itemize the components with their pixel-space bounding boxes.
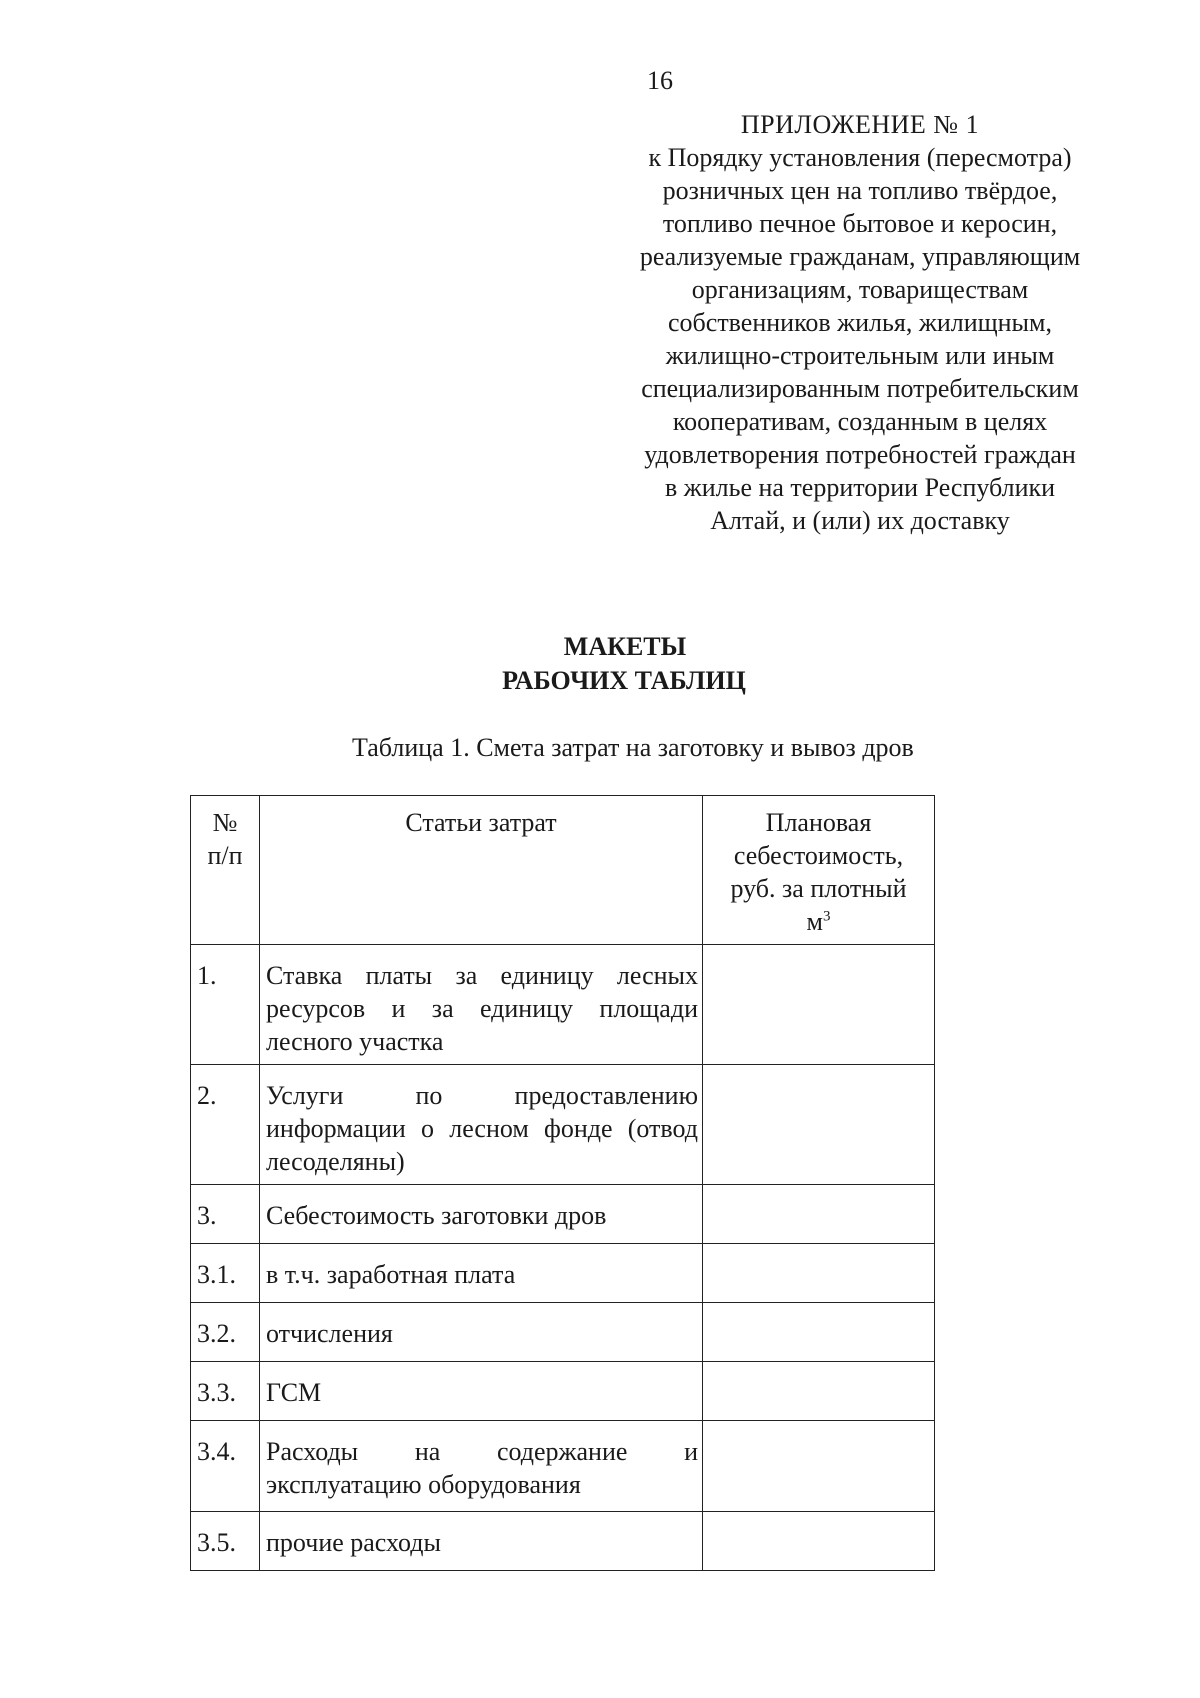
appendix-line: розничных цен на топливо твёрдое, [662,176,1058,205]
row-item: отчисления [260,1303,703,1362]
appendix-line: удовлетворения потребностей граждан [644,440,1076,469]
table-row [191,1512,935,1571]
header-number-symbol: № [212,808,238,837]
header-cost-unit [709,905,928,938]
header-cost-line: руб. за плотный [730,874,907,903]
row-cost [703,1512,935,1571]
row-item: Услуги по предоставлению информации о лесном фонде (отвод лесоделяны) [260,1065,703,1185]
appendix-title: ПРИЛОЖЕНИЕ № 1 [740,110,980,139]
header-cost-items: Статьи затрат [260,796,703,945]
appendix-line: к Порядку установления (пересмотра) [648,143,1072,172]
table-caption: Таблица 1. Смета затрат на заготовку и вывоз дров [352,733,914,762]
header-number-abbr: п/п [207,841,243,870]
table-row [191,1303,935,1362]
heading-line-2: РАБОЧИХ ТАБЛИЦ [502,666,746,695]
row-item: в т.ч. заработная плата [260,1244,703,1303]
cost-estimate-table [190,795,935,1571]
row-number: 3.5. [191,1512,260,1571]
table-row [191,1421,935,1512]
row-cost [703,1065,935,1185]
appendix-line: кооперативам, созданным в целях [672,407,1048,436]
row-cost [703,1244,935,1303]
table-row [191,1244,935,1303]
table-row [191,1362,935,1421]
appendix-line: топливо печное бытовое и керосин, [662,209,1058,238]
row-cost [703,1185,935,1244]
row-cost [703,1362,935,1421]
row-number: 2. [191,1065,260,1185]
appendix-line: Алтай, и (или) их доставку [710,506,1010,535]
appendix-line: жилищно-строительным или иным [665,341,1055,370]
row-number: 3.2. [191,1303,260,1362]
table-row [191,1185,935,1244]
header-number [191,796,260,945]
appendix-line: собственников жилья, жилищным, [668,308,1052,337]
row-number: 3.1. [191,1244,260,1303]
row-number: 1. [191,945,260,1065]
row-item: Расходы на содержание и эксплуатацию оборудования [260,1421,703,1512]
row-number: 3.4. [191,1421,260,1512]
document-heading [0,630,1200,698]
table-row [191,945,935,1065]
appendix-line: реализуемые гражданам, управляющим [639,242,1081,271]
table-row [191,1065,935,1185]
row-item: Ставка платы за единицу лесных ресурсов и за единицу площади лесного участка [260,945,703,1065]
appendix-line: специализированным потребительским [641,374,1079,403]
table-header-row [191,796,935,945]
header-cost-line: себестоимость, [733,841,904,870]
page-number: 16 [647,66,673,95]
row-number: 3.3. [191,1362,260,1421]
header-cost-line: Плановая [765,808,872,837]
appendix-line: организациям, товариществам [691,275,1029,304]
row-cost [703,945,935,1065]
header-planned-cost [703,796,935,945]
heading-line-1: МАКЕТЫ [563,632,687,661]
unit-symbol: м [806,907,823,936]
appendix-block [620,108,1100,537]
row-cost [703,1303,935,1362]
row-item: прочие расходы [260,1512,703,1571]
row-item: ГСМ [260,1362,703,1421]
row-item: Себестоимость заготовки дров [260,1185,703,1244]
appendix-line: в жилье на территории Республики [664,473,1056,502]
row-number: 3. [191,1185,260,1244]
unit-superscript: 3 [822,908,831,925]
row-cost [703,1421,935,1512]
